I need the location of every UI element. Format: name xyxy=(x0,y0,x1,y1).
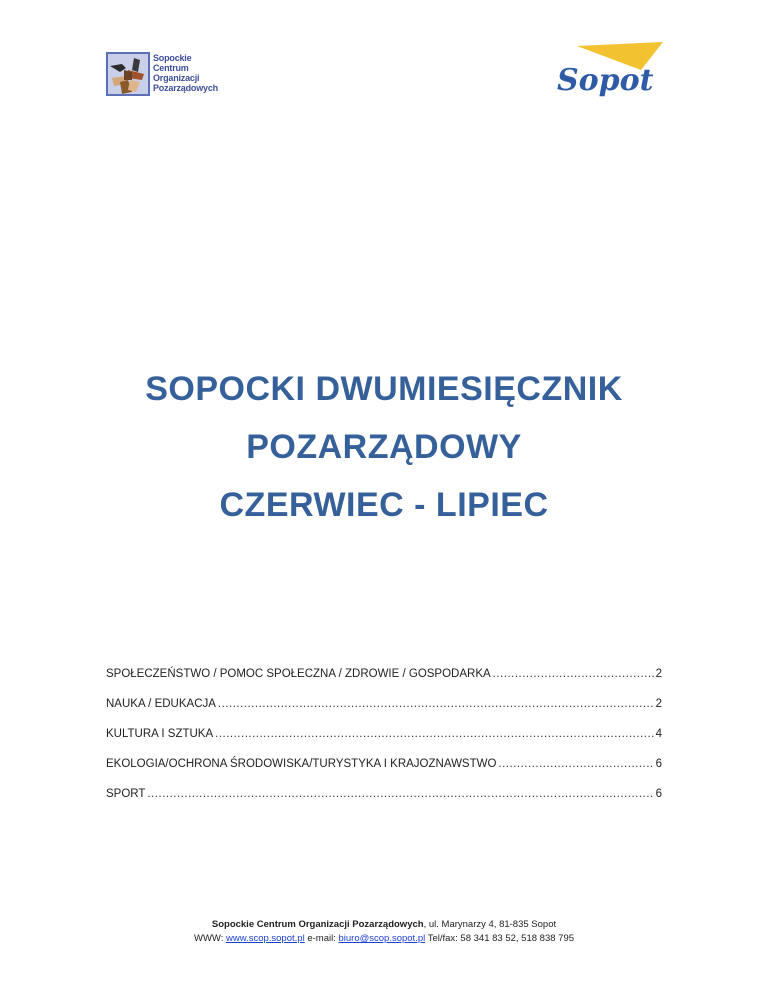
footer-email-label: e-mail: xyxy=(304,933,339,944)
toc-entry-page: 6 xyxy=(655,788,662,800)
toc-entry-page: 2 xyxy=(655,668,662,680)
page-footer xyxy=(0,918,768,946)
scop-logo-text xyxy=(153,53,218,93)
toc-entry[interactable] xyxy=(106,698,662,711)
toc-entry[interactable] xyxy=(106,758,662,771)
toc-entry-page: 4 xyxy=(655,728,662,740)
scop-logo xyxy=(106,52,218,98)
scop-logo-line: Centrum xyxy=(153,63,189,73)
toc-leader-dots xyxy=(493,668,654,681)
scop-logo-line: Sopockie xyxy=(153,53,192,63)
toc-leader-dots xyxy=(218,698,654,711)
scop-logo-line: Organizacji xyxy=(153,73,200,83)
toc-entry[interactable] xyxy=(106,668,662,681)
toc-entry-page: 6 xyxy=(655,758,662,770)
title-line-2: POZARZĄDOWY xyxy=(246,428,522,466)
toc-leader-dots xyxy=(498,758,653,771)
toc-entry-label: SPOŁECZEŃSTWO / POMOC SPOŁECZNA / ZDROWIE / GOSPODARKA xyxy=(106,668,491,680)
footer-contact-line xyxy=(0,932,768,946)
email-link[interactable]: biuro@scop.sopot.pl xyxy=(338,933,426,944)
website-link[interactable]: www.scop.sopot.pl xyxy=(226,933,305,944)
footer-phone: Tel/fax: 58 341 83 52, 518 838 795 xyxy=(425,933,575,944)
footer-address: , ul. Marynarzy 4, 81-835 Sopot xyxy=(423,919,557,930)
footer-address-line xyxy=(0,918,768,932)
table-of-contents xyxy=(106,668,662,818)
toc-entry-label: SPORT xyxy=(106,788,146,800)
sopot-logo xyxy=(555,40,665,100)
toc-entry-page: 2 xyxy=(655,698,662,710)
toc-leader-dots xyxy=(215,728,653,741)
sopot-logo-text: Sopot xyxy=(557,63,654,98)
scop-logo-line: Pozarządowych xyxy=(153,83,218,93)
document-title xyxy=(0,360,768,534)
toc-entry-label: NAUKA / EDUKACJA xyxy=(106,698,216,710)
toc-entry-label: KULTURA I SZTUKA xyxy=(106,728,214,740)
toc-entry-label: EKOLOGIA/OCHRONA ŚRODOWISKA/TURYSTYKA I KRAJOZNAWSTWO xyxy=(106,758,497,770)
toc-entry[interactable] xyxy=(106,788,662,801)
hands-joined-icon xyxy=(106,52,150,96)
footer-org-name: Sopockie Centrum Organizacji Pozarządowych xyxy=(211,919,424,930)
toc-leader-dots xyxy=(147,788,653,801)
footer-www-label: WWW: xyxy=(193,933,226,944)
title-line-3: CZERWIEC - LIPIEC xyxy=(219,486,549,524)
title-line-1: SOPOCKI DWUMIESIĘCZNIK xyxy=(145,370,623,408)
toc-entry[interactable] xyxy=(106,728,662,741)
